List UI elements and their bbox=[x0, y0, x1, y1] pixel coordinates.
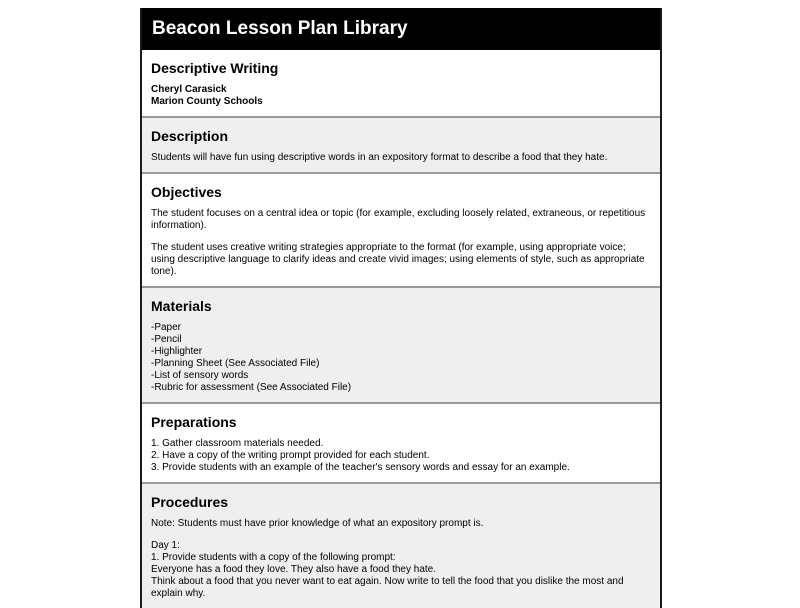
material-item: -Rubric for assessment (See Associated File) bbox=[151, 382, 352, 393]
material-item: -List of sensory words bbox=[151, 370, 249, 381]
preparation-item: 3. Provide students with an example of the teacher's sensory words and essay for an example. bbox=[151, 462, 570, 473]
preparation-item: 2. Have a copy of the writing prompt provided for each student. bbox=[151, 450, 430, 461]
materials-heading: Materials bbox=[151, 298, 212, 314]
preparations-section bbox=[142, 402, 660, 482]
materials-list bbox=[151, 322, 651, 394]
library-title: Beacon Lesson Plan Library bbox=[152, 18, 408, 39]
procedures-section bbox=[142, 482, 660, 608]
material-item: -Paper bbox=[151, 322, 182, 333]
material-item: -Pencil bbox=[151, 334, 182, 345]
library-banner bbox=[142, 8, 660, 50]
objectives-heading: Objectives bbox=[151, 184, 222, 200]
description-heading: Description bbox=[151, 128, 229, 144]
objective-item: The student focuses on a central idea or topic (for example, excluding loosely related, extraneous, or repetitious information). bbox=[151, 208, 646, 231]
objectives-section bbox=[142, 172, 660, 286]
school-name: Marion County Schools bbox=[151, 96, 263, 107]
preparations-list bbox=[151, 438, 651, 474]
procedures-note: Note: Students must have prior knowledge of what an expository prompt is. bbox=[151, 518, 484, 529]
procedures-list bbox=[151, 540, 651, 600]
lesson-header-section bbox=[142, 50, 660, 116]
procedure-line: Think about a food that you never want to eat again. Now write to tell the food that you dislike the most and explain why. bbox=[151, 576, 624, 599]
description-text: Students will have fun using descriptive words in an expository format to describe a food that they hate. bbox=[151, 152, 608, 163]
lesson-page bbox=[140, 8, 662, 608]
procedures-heading: Procedures bbox=[151, 494, 229, 510]
procedure-line: Everyone has a food they love. They also have a food they hate. bbox=[151, 564, 437, 575]
procedure-line: Day 1: bbox=[151, 540, 180, 551]
objective-item: The student uses creative writing strategies appropriate to the format (for example, using appropriate voice; using descriptive language to clarify ideas and create vivid images; using elements of style, such as appropriate tone). bbox=[151, 242, 645, 277]
preparation-item: 1. Gather classroom materials needed. bbox=[151, 438, 324, 449]
lesson-title: Descriptive Writing bbox=[151, 60, 279, 76]
description-section bbox=[142, 116, 660, 172]
material-item: -Planning Sheet (See Associated File) bbox=[151, 358, 320, 369]
preparations-heading: Preparations bbox=[151, 414, 237, 430]
author-name: Cheryl Carasick bbox=[151, 84, 227, 95]
procedure-line: 1. Provide students with a copy of the following prompt: bbox=[151, 552, 396, 563]
materials-section bbox=[142, 286, 660, 402]
material-item: -Highlighter bbox=[151, 346, 203, 357]
